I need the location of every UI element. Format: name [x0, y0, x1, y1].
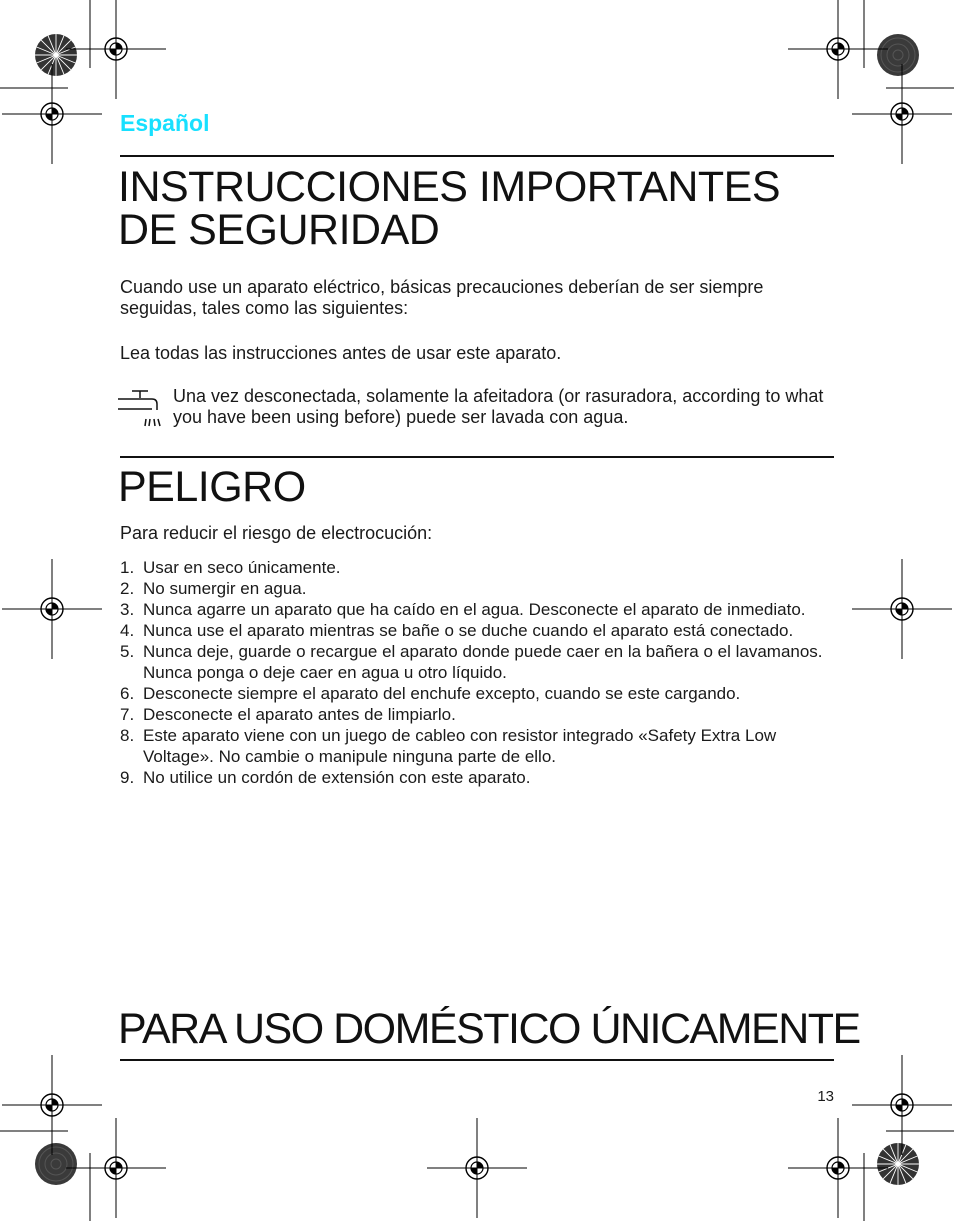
list-item-text: Nunca use el aparato mientras se bañe o se duche cuando el aparato está conectado. — [143, 621, 794, 640]
washable-note: Una vez desconectada, solamente la afeitadora (or rasuradora, according to what you have been using before) puede ser lavada con agua. — [173, 386, 824, 427]
list-item — [120, 767, 836, 788]
danger-title: PELIGRO — [118, 463, 306, 511]
list-item-number: 2. — [120, 579, 135, 598]
intro-paragraph: Cuando use un aparato eléctrico, básicas precauciones deberían de ser siempre seguidas, tales como las siguientes: — [120, 277, 764, 318]
danger-list — [120, 557, 836, 788]
list-item-text: No sumergir en agua. — [143, 579, 307, 598]
read-instructions: Lea todas las instrucciones antes de usar este aparato. — [120, 343, 562, 363]
list-item-number: 9. — [120, 768, 135, 787]
list-item — [120, 599, 836, 620]
list-item-text: Este aparato viene con un juego de cableo con resistor integrado «Safety Extra Low Voltage». No cambie o manipule ninguna parte de ello. — [143, 726, 777, 766]
list-item — [120, 683, 836, 704]
safety-title-line2: DE SEGURIDAD — [118, 206, 440, 254]
list-item — [120, 725, 836, 767]
top-divider — [120, 155, 834, 157]
list-item-text: Usar en seco únicamente. — [143, 558, 341, 577]
list-item-number: 8. — [120, 726, 135, 745]
list-item-text: No utilice un cordón de extensión con este aparato. — [143, 768, 531, 787]
list-item-text: Desconecte el aparato antes de limpiarlo. — [143, 705, 456, 724]
list-item-number: 4. — [120, 621, 135, 640]
bottom-divider — [120, 1059, 834, 1061]
list-item-number: 3. — [120, 600, 135, 619]
page-number: 13 — [817, 1088, 834, 1105]
danger-intro: Para reducir el riesgo de electrocución: — [120, 523, 433, 543]
safety-title — [118, 163, 781, 254]
list-item-text: Nunca deje, guarde o recargue el aparato donde puede caer en la bañera o el lavamanos. Nunca ponga o deje caer en agua u otro líquido. — [143, 642, 823, 682]
safety-title-line1: INSTRUCCIONES IMPORTANTES — [118, 163, 781, 211]
list-item-number: 7. — [120, 705, 135, 724]
list-item — [120, 557, 836, 578]
list-item — [120, 704, 836, 725]
list-item — [120, 620, 836, 641]
list-item-text: Nunca agarre un aparato que ha caído en el agua. Desconecte el aparato de inmediato. — [143, 600, 806, 619]
list-item-text: Desconecte siempre el aparato del enchufe excepto, cuando se este cargando. — [143, 684, 741, 703]
list-item-number: 5. — [120, 642, 135, 661]
middle-divider — [120, 456, 834, 458]
list-item-number: 6. — [120, 684, 135, 703]
list-item-number: 1. — [120, 558, 135, 577]
list-item — [120, 641, 836, 683]
list-item — [120, 578, 836, 599]
tap-water-icon — [118, 390, 162, 430]
household-title: PARA USO DOMÉSTICO ÚNICAMENTE — [118, 1005, 860, 1053]
language-label: Español — [120, 110, 210, 136]
